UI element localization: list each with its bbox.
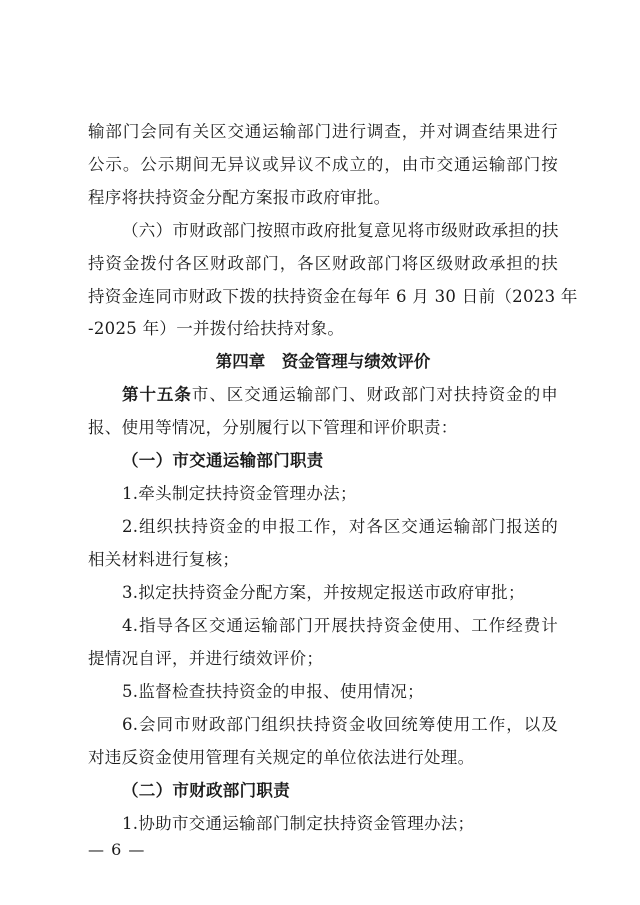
paragraph-line: -2025 年）一并拨付给扶持对象。 [88, 319, 345, 338]
paragraph-line: 持资金连同市财政下拨的扶持资金在每年 6 月 30 日前（2023 年 [88, 287, 578, 306]
page-number: — 6 — [88, 840, 146, 859]
chapter-heading: 第四章 资金管理与绩效评价 [215, 352, 431, 371]
list-item: 3.拟定扶持资金分配方案，并按规定报送市政府审批； [122, 583, 525, 602]
paragraph-line: 公示。公示期间无异议或异议不成立的，由市交通运输部门按 [88, 155, 558, 174]
paragraph-line: 程序将扶持资金分配方案报市政府审批。 [88, 188, 391, 207]
section-title: （一）市交通运输部门职责 [122, 451, 324, 470]
list-item: 1.牵头制定扶持资金管理办法； [122, 484, 357, 503]
article-label: 第十五条 [122, 385, 192, 404]
paragraph-line: 持资金拨付各区财政部门，各区财政部门将区级财政承担的扶 [88, 254, 558, 273]
list-item: 2.组织扶持资金的申报工作，对各区交通运输部门报送的 [122, 517, 558, 536]
list-item: 6.会同市财政部门组织扶持资金收回统筹使用工作，以及 [122, 715, 558, 734]
paragraph-line: 报、使用等情况，分别履行以下管理和评价职责： [88, 418, 458, 437]
list-item-continuation: 相关材料进行复核； [88, 550, 240, 569]
list-item: 4.指导各区交通运输部门开展扶持资金使用、工作经费计 [122, 616, 558, 635]
list-item: 5.监督检查扶持资金的申报、使用情况； [122, 682, 424, 701]
list-item-continuation: 对违反资金使用管理有关规定的单位依法进行处理。 [88, 748, 475, 767]
list-item: 1.协助市交通运输部门制定扶持资金管理办法； [122, 814, 475, 833]
paragraph-line: （六）市财政部门按照市政府批复意见将市级财政承担的扶 [122, 221, 559, 240]
article-text: 市、区交通运输部门、财政部门对扶持资金的申 [191, 385, 558, 404]
article-line [122, 380, 558, 410]
section-title: （二）市财政部门职责 [122, 781, 290, 800]
list-item-continuation: 提情况自评，并进行绩效评价； [88, 649, 324, 668]
paragraph-line: 输部门会同有关区交通运输部门进行调查，并对调查结果进行 [88, 122, 558, 141]
